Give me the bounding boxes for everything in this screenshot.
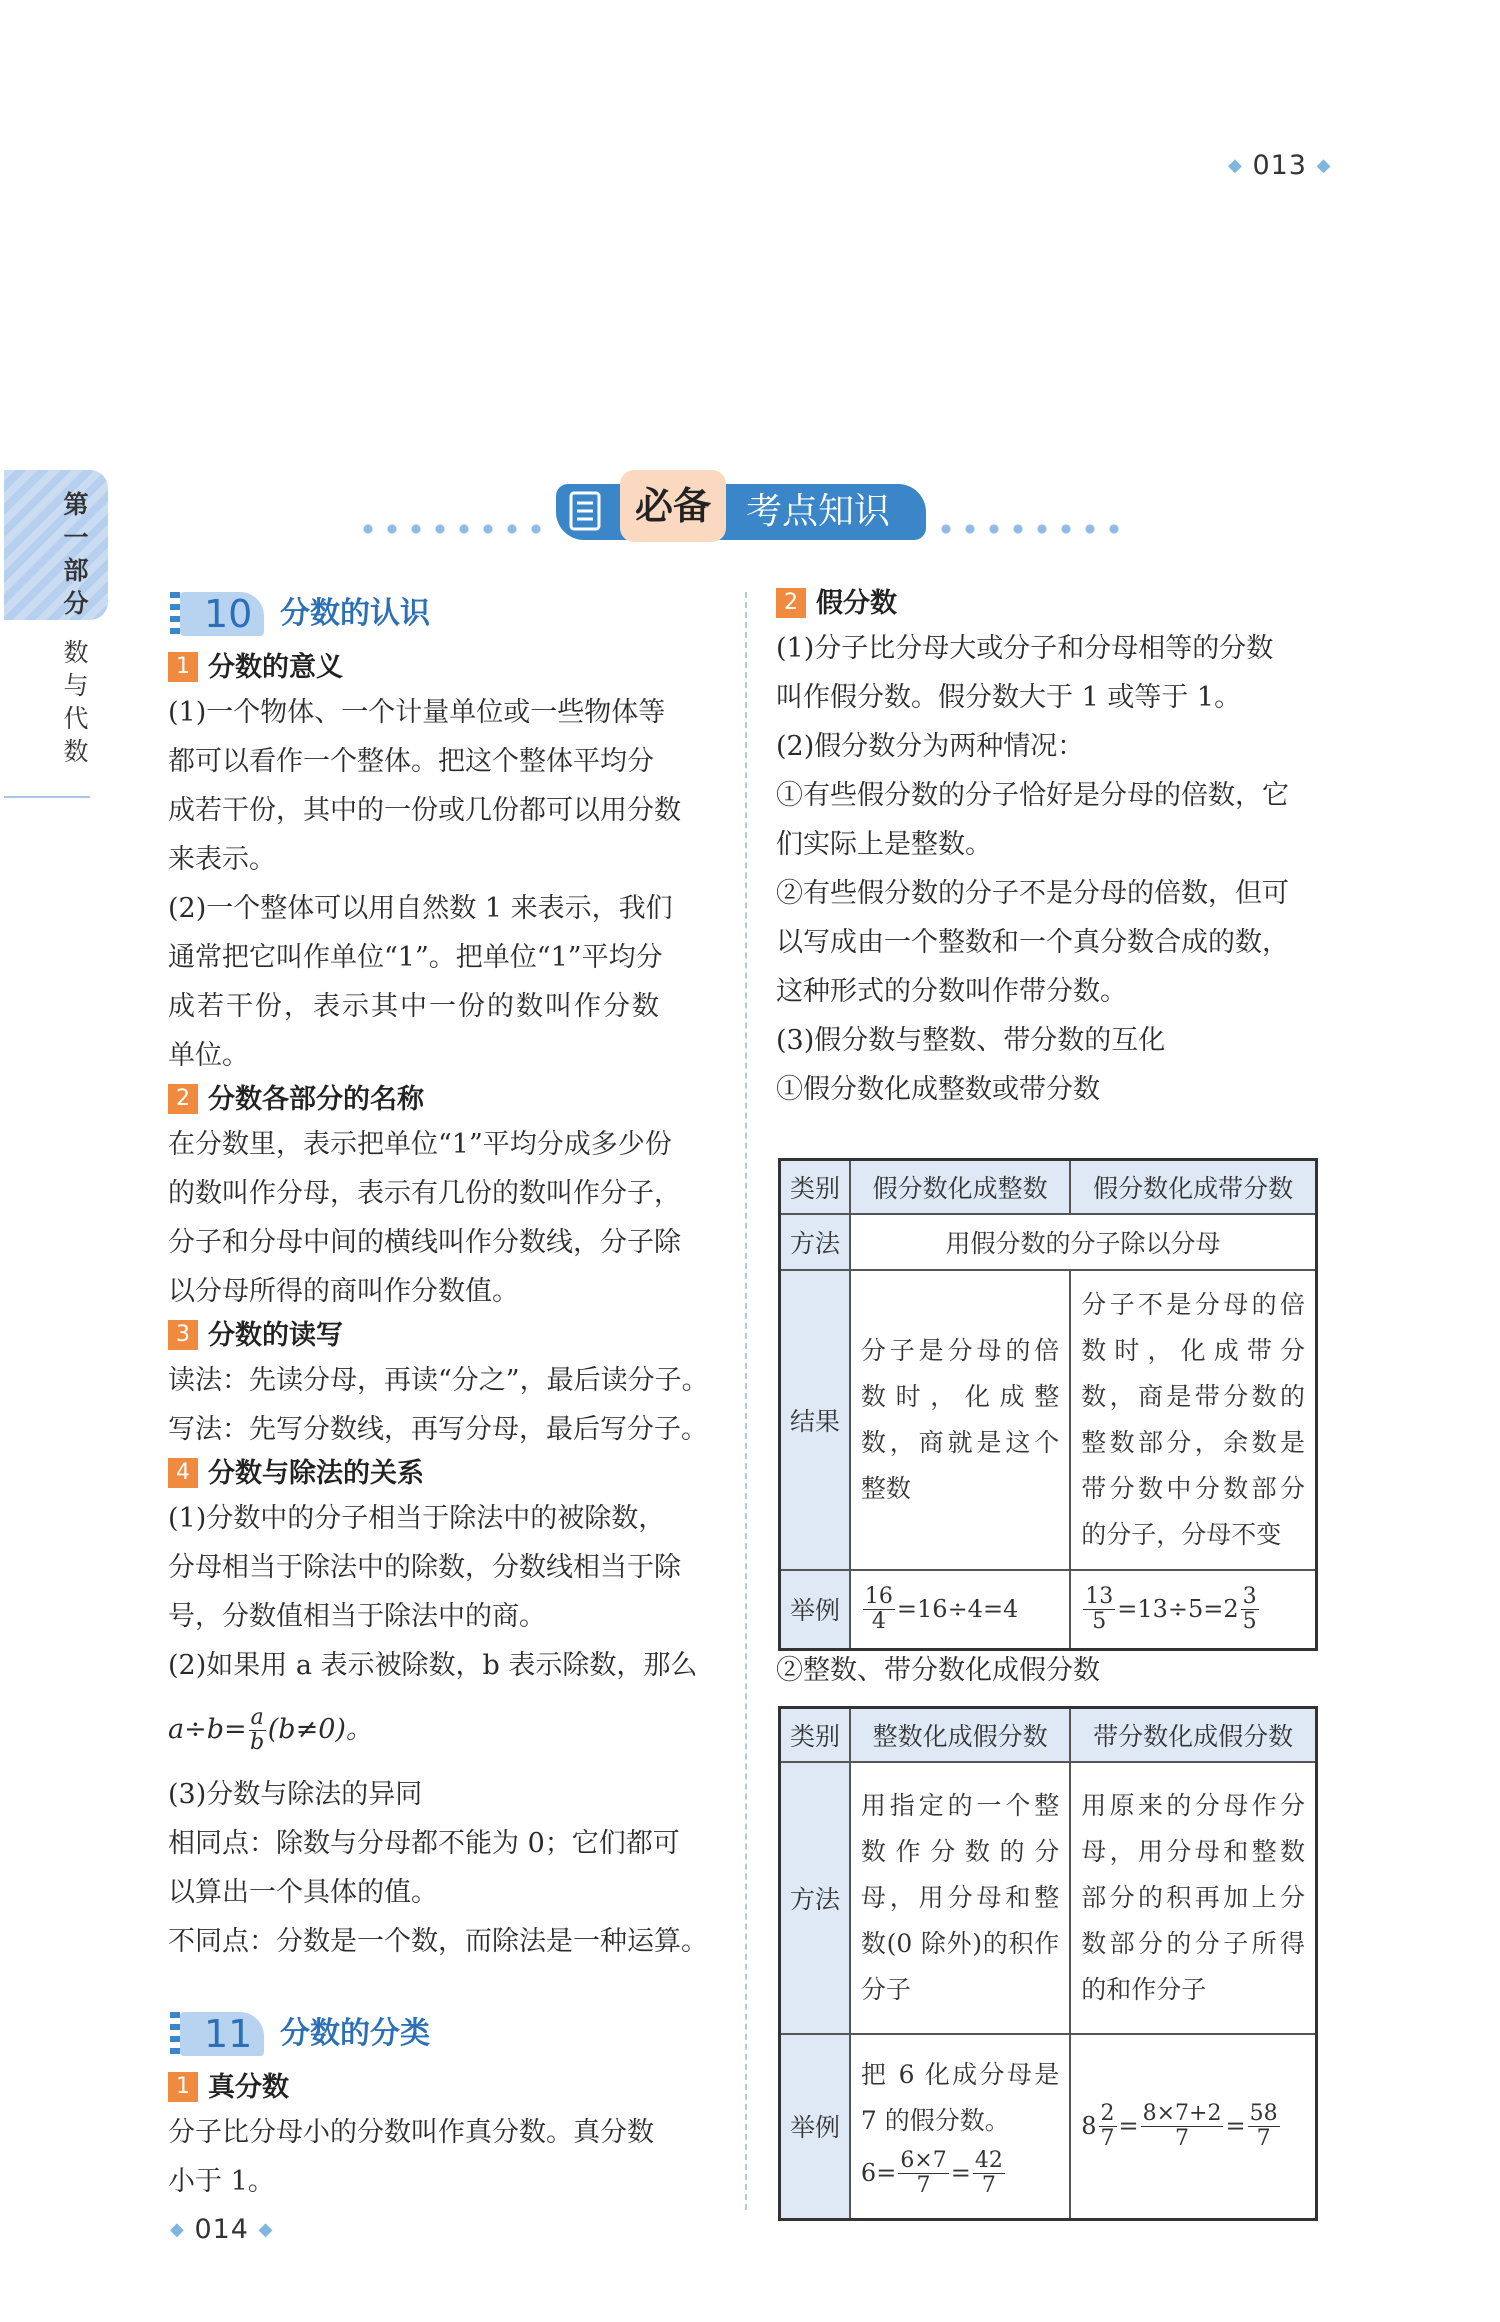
- text-line: (2)一个整体可以用自然数 1 来表示，我们: [168, 893, 673, 924]
- formula-fraction: [249, 1706, 266, 1755]
- fraction: [863, 1585, 895, 1634]
- subsection-header: [168, 2068, 704, 2108]
- formula-line: [168, 1690, 704, 1770]
- example-text: =16÷4=4: [896, 1595, 1019, 1624]
- page-number-text: 013: [1252, 150, 1307, 181]
- text-line: 分子比分母小的分数叫作真分数。真分数: [168, 2117, 654, 2148]
- table-cell: [1070, 2034, 1316, 2220]
- fraction: [898, 2149, 948, 2198]
- banner-title-right: 考点知识: [746, 491, 891, 532]
- subsection-header: [168, 1316, 704, 1356]
- side-tab-part: 第一部分: [63, 490, 89, 618]
- number-badge: 2: [168, 1084, 198, 1114]
- subsection-header: [776, 584, 1316, 624]
- page-number-text: 014: [194, 2214, 249, 2245]
- text-line: 都可以看作一个整体。把这个整体平均分: [168, 746, 654, 777]
- section-number-11: 11: [180, 2012, 264, 2056]
- fraction-numerator: 58: [1249, 2100, 1278, 2126]
- subsection-header: [168, 648, 704, 688]
- text-line: 相同点：除数与分母都不能为 0；它们都可: [168, 1828, 680, 1859]
- fraction-numerator: 8×7+2: [1142, 2100, 1222, 2126]
- text-line: (3)分数与除法的异同: [168, 1779, 423, 1810]
- text-line: 读法：先读分母，再读“分之”，最后读分子。: [168, 1365, 709, 1396]
- table-cell: 分子是分母的倍数时，化成整数，商就是这个整数: [850, 1270, 1070, 1570]
- fraction: [1241, 1585, 1259, 1634]
- number-badge: 1: [168, 2072, 198, 2102]
- subsection-title: 假分数: [816, 588, 897, 619]
- fraction-numerator: 16: [864, 1583, 893, 1609]
- formula-text: =: [1118, 2112, 1139, 2141]
- subsection-title: 真分数: [208, 2072, 289, 2103]
- table-cell: [850, 1570, 1070, 1650]
- page-number-top: [1228, 150, 1331, 181]
- text-line: 这种形式的分数叫作带分数。: [776, 976, 1127, 1007]
- table-header-cell: 整数化成假分数: [850, 1708, 1070, 1762]
- table-cell: [1070, 1570, 1316, 1650]
- fraction-denominator: 7: [916, 2172, 931, 2198]
- text-line: 分子和分母中间的横线叫作分数线，分子除: [168, 1227, 681, 1258]
- formula-text: =: [1225, 2112, 1246, 2141]
- text-line: 叫作假分数。假分数大于 1 或等于 1。: [776, 682, 1242, 713]
- fraction: [973, 2149, 1005, 2198]
- text-line: 单位。: [168, 1040, 249, 1071]
- text-line: 写法：先写分数线，再写分母，最后写分子。: [168, 1414, 708, 1445]
- fraction-numerator: 13: [1085, 1583, 1114, 1609]
- fraction: [1248, 2102, 1280, 2151]
- left-column: [168, 648, 709, 1966]
- example-formula: [861, 2144, 1059, 2202]
- text-line: 在分数里，表示把单位“1”平均分成多少份: [168, 1129, 672, 1160]
- text-line: 来表示。: [168, 844, 276, 875]
- diamond-icon: ◆: [1228, 155, 1243, 176]
- table-row: [780, 1270, 1317, 1570]
- text-line: ①假分数化成整数或带分数: [776, 1074, 1100, 1105]
- table-row: [780, 1762, 1317, 2034]
- table-label-cell: 举例: [780, 1570, 850, 1650]
- table-cell: 用假分数的分子除以分母: [850, 1214, 1317, 1270]
- table-cell: [850, 2034, 1070, 2220]
- fraction-denominator: 5: [1092, 1608, 1107, 1634]
- table-label-cell: 举例: [780, 2034, 850, 2220]
- text-line: 号，分数值相当于除法中的商。: [168, 1601, 546, 1632]
- table-header-cell: 假分数化成带分数: [1070, 1160, 1316, 1214]
- text-line: 以分母所得的商叫作分数值。: [168, 1276, 519, 1307]
- subsection-header: [168, 1080, 704, 1120]
- text-line: 小于 1。: [168, 2166, 275, 2197]
- fraction-denominator: 4: [871, 1608, 886, 1634]
- table-header-cell: 带分数化成假分数: [1070, 1708, 1316, 1762]
- formula-text: (b≠0)。: [267, 1714, 373, 1745]
- fraction-denominator: 5: [1242, 1608, 1257, 1634]
- table-whole-to-improper: [778, 1706, 1318, 2221]
- table-label-cell: 方法: [780, 1214, 850, 1270]
- text-line: (3)假分数与整数、带分数的互化: [776, 1025, 1166, 1056]
- formula-text: =: [950, 2159, 971, 2187]
- subsection-header: [168, 1454, 704, 1494]
- table-label-cell: 方法: [780, 1762, 850, 2034]
- text-line: (2)假分数分为两种情况：: [776, 731, 1085, 762]
- banner-dots-right: [934, 524, 1124, 534]
- fraction-denominator: 7: [1175, 2125, 1190, 2151]
- fraction-numerator: 3: [1242, 1583, 1257, 1609]
- text-line: 的数叫作分母，表示有几份的数叫作分子，: [168, 1178, 681, 1209]
- example-text: 把 6 化成分母是 7 的假分数。: [860, 2059, 1060, 2135]
- diamond-icon: ◆: [1316, 155, 1332, 176]
- list-icon: [568, 490, 602, 532]
- text-line: 成若干份，表示其中一份的数叫作分数: [168, 991, 661, 1022]
- text-line: (1)分子比分母大或分子和分母相等的分数: [776, 633, 1274, 664]
- text-line: 们实际上是整数。: [776, 829, 992, 860]
- table-improper-to-whole: [778, 1158, 1318, 1651]
- fraction-denominator: b: [250, 1730, 265, 1755]
- fraction: [1141, 2102, 1224, 2151]
- fraction-numerator: a: [250, 1705, 264, 1730]
- fraction-denominator: 7: [1100, 2125, 1115, 2151]
- formula-text: 8: [1081, 2112, 1097, 2141]
- table-row: [780, 1160, 1317, 1214]
- fraction: [1099, 2102, 1117, 2151]
- section-tick: [170, 2012, 180, 2056]
- section-tick: [170, 592, 180, 636]
- section-number-10: 10: [180, 592, 264, 636]
- table-cell: 用原来的分母作分母，用分母和整数部分的积再加上分数部分的分子所得的和作分子: [1070, 1762, 1316, 2034]
- table-header-cell: 类别: [780, 1708, 850, 1762]
- subsection-title: 分数的读写: [208, 1320, 343, 1351]
- text-line: ①有些假分数的分子恰好是分母的倍数，它: [776, 780, 1289, 811]
- text-line: (2)如果用 a 表示被除数，b 表示除数，那么: [168, 1650, 698, 1681]
- text-line: 以算出一个具体的值。: [168, 1877, 438, 1908]
- table-label-cell: 结果: [780, 1270, 850, 1570]
- number-badge: 1: [168, 652, 198, 682]
- fraction-numerator: 6×7: [900, 2147, 947, 2173]
- side-divider: [4, 796, 90, 798]
- side-tab-section: 数与代数: [63, 638, 89, 766]
- text-line: 成若干份，其中的一份或几份都可以用分数: [168, 795, 681, 826]
- text-line: ②有些假分数的分子不是分母的倍数，但可: [776, 878, 1289, 909]
- fraction-denominator: 7: [981, 2172, 996, 2198]
- formula-text: 6=: [860, 2159, 897, 2187]
- diamond-icon: ◆: [170, 2219, 185, 2240]
- number-badge: 2: [776, 588, 806, 618]
- subsection-title: 分数的意义: [208, 652, 343, 683]
- table-row: [780, 1570, 1317, 1650]
- fraction-numerator: 42: [974, 2147, 1003, 2173]
- banner-dots-left: [356, 524, 546, 534]
- example-text: =13÷5=2: [1117, 1595, 1239, 1624]
- fraction-denominator: 7: [1256, 2125, 1271, 2151]
- fraction: [1083, 1585, 1115, 1634]
- table-header-cell: 类别: [780, 1160, 850, 1214]
- banner-title-left: 必备: [620, 470, 726, 542]
- column-divider: [745, 592, 747, 2210]
- subsection-title: 分数与除法的关系: [208, 1458, 424, 1489]
- fraction-numerator: 2: [1100, 2100, 1115, 2126]
- table-cell: 分子不是分母的倍数时，化成带分数，商是带分数的整数部分，余数是带分数中分数部分的分子，分母不变: [1070, 1270, 1316, 1570]
- table-cell: 用指定的一个整数作分数的分母，用分母和整数(0 除外)的积作分子: [850, 1762, 1070, 2034]
- formula-text: a÷b=: [168, 1714, 247, 1745]
- subsection-title: 分数各部分的名称: [208, 1084, 424, 1115]
- text-line: 分母相当于除法中的除数，分数线相当于除: [168, 1552, 681, 1583]
- section-title-10: 分数的认识: [280, 596, 430, 631]
- right-column: [776, 584, 1316, 1114]
- table-row: [780, 1214, 1317, 1270]
- table-row: [780, 2034, 1317, 2220]
- text-line: 通常把它叫作单位“1”。把单位“1”平均分: [168, 942, 663, 973]
- diamond-icon: ◆: [258, 2219, 274, 2240]
- text-line: 以写成由一个整数和一个真分数合成的数，: [776, 927, 1289, 958]
- text-line: (1)分数中的分子相当于除法中的被除数，: [168, 1503, 666, 1534]
- table-caption: ②整数、带分数化成假分数: [776, 1655, 1100, 1686]
- page-number-bottom: [170, 2214, 273, 2245]
- section-title-11: 分数的分类: [280, 2016, 430, 2051]
- number-badge: 4: [168, 1458, 198, 1488]
- table-header-cell: 假分数化成整数: [850, 1160, 1070, 1214]
- section-11-content: [168, 2068, 704, 2206]
- table-row: [780, 1708, 1317, 1762]
- number-badge: 3: [168, 1320, 198, 1350]
- text-line: (1)一个物体、一个计量单位或一些物体等: [168, 697, 666, 728]
- text-line: 不同点：分数是一个数，而除法是一种运算。: [168, 1926, 708, 1957]
